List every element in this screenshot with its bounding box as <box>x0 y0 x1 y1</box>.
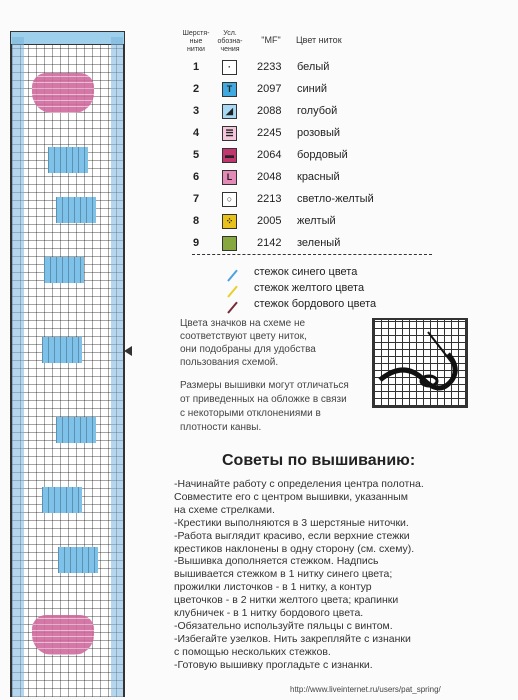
pattern-top-band <box>10 31 125 45</box>
legend-number: 9 <box>192 237 200 249</box>
legend-header-mf: "MF" <box>261 35 281 45</box>
legend-header-color: Цвет ниток <box>296 35 342 45</box>
legend-mf-code: 2048 <box>257 171 282 183</box>
legend-mf-code: 2233 <box>257 61 282 73</box>
legend-row <box>180 101 370 123</box>
leaf-motif <box>58 547 98 573</box>
legend-symbol-swatch: ⁘ <box>222 214 237 229</box>
tips-title: Советы по вышиванию: <box>222 452 416 469</box>
source-url: http://www.liveinternet.ru/users/pat_spring/ <box>290 685 441 694</box>
legend-header-symbol: Усл. обозна- чения <box>217 30 243 53</box>
stitch-label: стежок желтого цвета <box>254 282 365 294</box>
legend-mf-code: 2245 <box>257 127 282 139</box>
stitch-line-icon <box>227 302 238 314</box>
tip-item: -Работа выглядит красиво, если верхние стежки крестиков наклонены в одну сторону (см. схему). <box>174 529 415 555</box>
cross-stitch-pattern-chart <box>10 37 125 697</box>
legend-symbol-swatch: · <box>222 60 237 75</box>
leaf-motif <box>56 197 96 223</box>
tip-item: -Крестики выполняются в 3 шерстяные ниточки. <box>174 516 409 529</box>
legend-number: 3 <box>192 105 200 117</box>
legend-mf-code: 2142 <box>257 237 282 249</box>
stitch-direction-diagram <box>372 318 468 408</box>
legend-color-name: красный <box>297 171 340 183</box>
leaf-motif <box>48 147 88 173</box>
legend-number: 8 <box>192 215 200 227</box>
legend-symbol-swatch: ☰ <box>222 126 237 141</box>
legend-row <box>180 233 370 255</box>
stitch-line-icon <box>227 270 238 282</box>
legend-number: 4 <box>192 127 200 139</box>
legend-number: 5 <box>192 149 200 161</box>
legend-symbol-swatch: ◢ <box>222 104 237 119</box>
strawberry-motif-top <box>32 73 94 113</box>
legend-color-name: желтый <box>297 215 336 227</box>
size-note: Размеры вышивки могут отличаться от приведенных на обложке в связи с некоторыми отклонениями в плотности канвы. <box>180 380 349 433</box>
pattern-left-stripe <box>12 37 24 697</box>
legend-color-name: белый <box>297 61 330 73</box>
legend-row <box>180 57 370 79</box>
legend-row <box>180 145 370 167</box>
legend-symbol-swatch <box>222 236 237 251</box>
stitch-label: стежок синего цвета <box>254 266 358 278</box>
legend-number: 2 <box>192 83 200 95</box>
legend-header-wool: Шерстя- ные нитки <box>182 30 210 53</box>
legend-symbol-swatch: ▬ <box>222 148 237 163</box>
center-arrow-icon <box>124 346 132 356</box>
needle-thread-icon <box>374 320 466 406</box>
leaf-motif <box>56 417 96 443</box>
stitch-label: стежок бордового цвета <box>254 298 377 310</box>
legend-row <box>180 167 370 189</box>
leaf-motif <box>44 257 84 283</box>
legend-row <box>180 211 370 233</box>
legend-row <box>180 189 374 211</box>
legend-color-name: голубой <box>297 105 338 117</box>
legend-number: 7 <box>192 193 200 205</box>
legend-mf-code: 2088 <box>257 105 282 117</box>
tips-list <box>174 478 474 672</box>
legend-color-name: синий <box>297 83 328 95</box>
legend-mf-code: 2005 <box>257 215 282 227</box>
stitch-line-icon <box>227 286 238 298</box>
leaf-motif <box>42 337 82 363</box>
legend-color-name: розовый <box>297 127 341 139</box>
legend-row <box>180 123 370 145</box>
strawberry-motif-bottom <box>32 615 94 655</box>
legend-mf-code: 2213 <box>257 193 282 205</box>
leaf-motif <box>42 487 82 513</box>
legend-color-name: зеленый <box>297 237 341 249</box>
symbol-color-note: Цвета значков на схеме не соответствуют цвету ниток, они подобраны для удобства пользования схемой. <box>180 318 316 368</box>
tip-item: -Готовую вышивку прогладьте с изнанки. <box>174 658 373 671</box>
tip-item: -Вышивка дополняется стежком. Надпись вышивается стежком в 1 нитку синего цвета; прожилки листочков - в 1 нитку, а контур цветочков - в 2 нитки желтого цвета; крапинки клубничек - в 1 нитку бордового цвета. <box>174 555 399 620</box>
legend-color-name: бордовый <box>297 149 348 161</box>
legend-number: 6 <box>192 171 200 183</box>
legend-mf-code: 2097 <box>257 83 282 95</box>
tip-item: -Начинайте работу с определения центра полотна. Совместите его с центром вышивки, указанным на схеме стрелками. <box>174 478 424 516</box>
legend-number: 1 <box>192 61 200 73</box>
tip-item: -Избегайте узелков. Нить закрепляйте с изнанки с помощью нескольких стежков. <box>174 632 411 658</box>
divider <box>192 254 432 255</box>
legend-row <box>180 79 370 101</box>
legend-symbol-swatch: T <box>222 82 237 97</box>
legend-symbol-swatch: ○ <box>222 192 237 207</box>
legend-mf-code: 2064 <box>257 149 282 161</box>
legend-symbol-swatch: L <box>222 170 237 185</box>
tip-item: -Обязательно используйте пяльцы с винтом. <box>174 619 393 632</box>
pattern-right-stripe <box>111 37 123 697</box>
legend-color-name: светло-желтый <box>297 193 374 205</box>
